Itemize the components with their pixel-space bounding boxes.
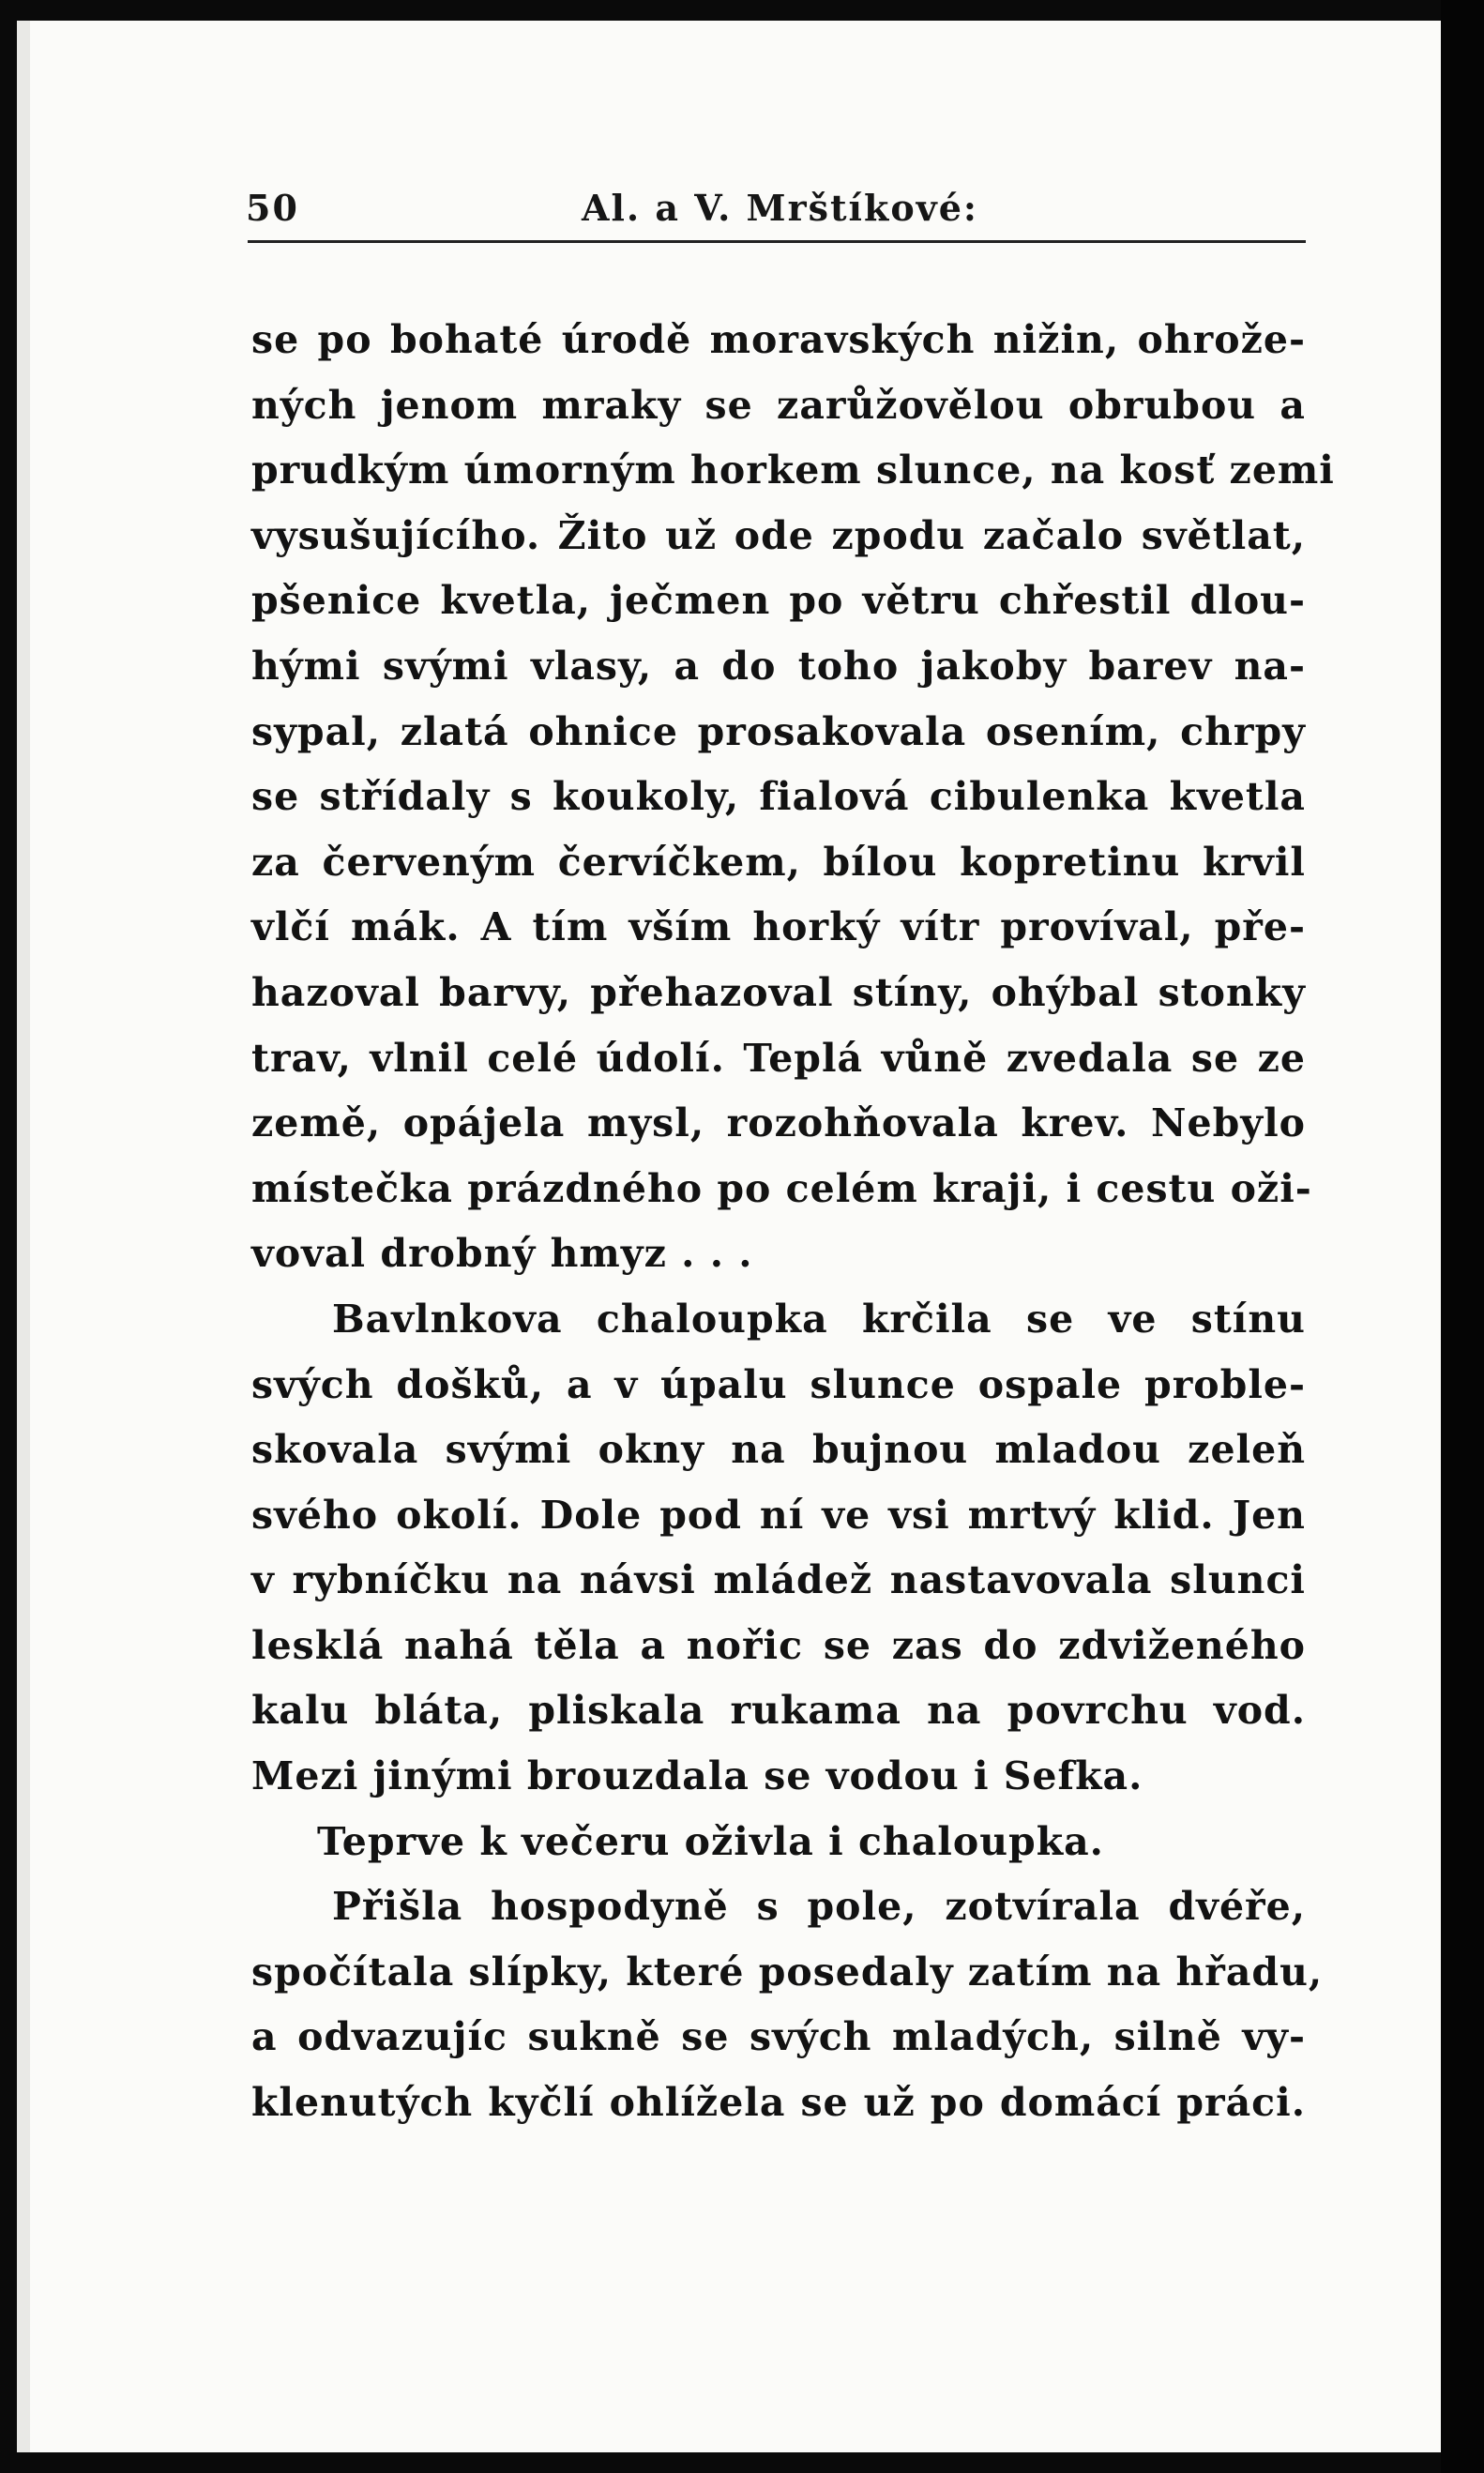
text-line: svých došků, a v úpalu slunce ospale proble- [251, 1361, 1306, 1407]
text-line: hými svými vlasy, a do toho jakoby barev na- [251, 643, 1306, 689]
text-line: spočítala slípky, které posedaly zatím na hřadu, [251, 1949, 1324, 1995]
text-line: a odvazujíc sukně se svých mladých, silně vy- [251, 2014, 1306, 2060]
text-line: se střídaly s koukoly, fialová cibulenka kvetla [251, 774, 1306, 820]
page-gutter-shadow [17, 21, 30, 2452]
body-text [251, 308, 1335, 2136]
scan-border [1441, 0, 1484, 2473]
text-line: místečka prázdného po celém kraji, i cestu oži- [251, 1165, 1312, 1211]
text-line: vlčí mák. A tím vším horký vítr províval, pře- [251, 904, 1306, 950]
text-line: země, opájela mysl, rozohňovala krev. Nebylo [251, 1100, 1306, 1146]
text-line: sypal, zlatá ohnice prosakovala osením, chrpy [251, 708, 1306, 754]
text-line: za červeným červíčkem, bílou kopretinu krvil [251, 839, 1306, 885]
text-line: pšenice kvetla, ječmen po větru chřestil dlou- [251, 578, 1306, 624]
running-title: Al. a V. Mrštíkové: [582, 187, 978, 229]
text-line: Přišla hospodyně s pole, zotvírala dvéře, [332, 1884, 1306, 1930]
text-line: se po bohaté úrodě moravských nižin, ohrože- [251, 317, 1306, 362]
text-line: kalu bláta, pliskala rukama na povrchu vod. [251, 1688, 1306, 1734]
text-line: Bavlnkova chaloupka krčila se ve stínu [332, 1296, 1306, 1342]
text-line: skovala svými okny na bujnou mladou zeleň [251, 1427, 1306, 1473]
text-line: klenutých kyčlí ohlížela se už po domácí práci. [251, 2080, 1306, 2126]
text-line: vysušujícího. Žito už ode zpodu začalo světlat, [251, 512, 1306, 558]
text-line: voval drobný hmyz . . . [251, 1231, 753, 1277]
text-line: Teprve k večeru oživla i chaloupka. [317, 1818, 1104, 1864]
page-number: 50 [246, 187, 299, 229]
text-line: v rybníčku na návsi mládež nastavovala slunci [251, 1557, 1306, 1603]
text-line: Mezi jinými brouzdala se vodou i Sefka. [251, 1753, 1143, 1799]
text-line: ných jenom mraky se zarůžovělou obrubou a [251, 382, 1306, 428]
text-line: prudkým úmorným horkem slunce, na kosť zemi [251, 448, 1335, 493]
text-line: hazoval barvy, přehazoval stíny, ohýbal stonky [251, 969, 1306, 1015]
header-rule [248, 240, 1306, 243]
text-line: trav, vlnil celé údolí. Teplá vůně zvedala se ze [251, 1035, 1306, 1081]
running-head [246, 182, 1306, 235]
text-line: svého okolí. Dole pod ní ve vsi mrtvý klid. Jen [251, 1492, 1306, 1538]
text-line: lesklá nahá těla a nořic se zas do zdviženého [251, 1622, 1306, 1668]
